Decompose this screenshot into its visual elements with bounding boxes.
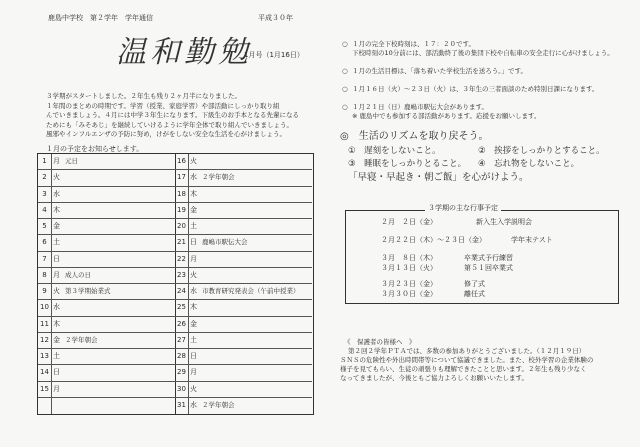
event-date: ３月２３日（金）: [381, 280, 437, 288]
life-goal-3: ③ 睡眠をしっかりとること。: [348, 159, 467, 169]
event-name: 卒業式予行練習: [464, 254, 513, 262]
event-name: 新入生入学説明会: [476, 218, 532, 226]
calendar-row: [175, 203, 312, 219]
calendar-day: 14: [38, 365, 52, 380]
calendar-day: 22: [175, 252, 189, 267]
parents-note-line: 第２回２学年ＰＴＡでは、多数の参加ありがとうございました。（１２月１９日）: [348, 347, 586, 355]
calendar-row: [38, 382, 175, 398]
calendar-weekday: 日: [53, 368, 60, 377]
calendar-row: [38, 349, 175, 365]
life-goal-1: ① 遅刻をしないこと。: [348, 146, 441, 156]
calendar-row: [175, 365, 312, 381]
calendar-weekday: 火: [190, 384, 197, 393]
calendar-row: [175, 349, 312, 365]
event-name: 離任式: [464, 290, 485, 298]
circle-bullet-icon: ○: [342, 85, 348, 93]
calendar-event: 元日: [65, 157, 78, 165]
event-date: ３月３０日（金）: [381, 290, 437, 298]
calendar-weekday: 火: [190, 157, 197, 165]
newsletter-title: 温和勤勉: [116, 35, 252, 70]
calendar-row: [38, 219, 175, 235]
event-date: ２月２２日（木）～２３日（金）: [381, 236, 486, 244]
calendar-day: 3: [38, 187, 52, 202]
notice-item: [342, 67, 632, 76]
january-calendar: [37, 153, 314, 415]
notice-item: [342, 85, 632, 94]
term-events-title: ３学期の主な行事予定: [425, 203, 501, 213]
calendar-row: [175, 154, 312, 170]
calendar-event: 成人の日: [65, 270, 91, 279]
calendar-day: 2: [38, 170, 52, 185]
life-goal-2: ② 挨拶をしっかりとすること。: [478, 146, 605, 156]
calendar-weekday: 水: [53, 303, 60, 312]
calendar-row: [38, 203, 175, 219]
calendar-weekday: 木: [190, 189, 197, 198]
calendar-day: 5: [38, 219, 52, 234]
calendar-day: 18: [175, 187, 189, 202]
calendar-day: 15: [38, 382, 52, 397]
calendar-day: 29: [175, 365, 189, 380]
parents-note-line: 様子を見てもらい、生徒の頑張りも理解できたことと思います。２年生も残り少なく: [340, 365, 587, 373]
calendar-day: 25: [175, 300, 189, 315]
notice-line: ※ 鹿島中でも参加する部活動があります。応援をお願いします。: [352, 112, 541, 120]
notice-item: [342, 40, 632, 58]
calendar-day: 6: [38, 235, 52, 250]
calendar-row: [175, 252, 312, 268]
event-name: 第５１回卒業式: [464, 264, 513, 272]
intro-line: んでいきましょう。４月には中学３年生になります。下級生のお手本となる先輩になる: [46, 111, 299, 119]
calendar-row: [175, 382, 312, 398]
calendar-day: 26: [175, 317, 189, 332]
term-events-box: [345, 210, 619, 304]
calendar-row: [38, 170, 175, 186]
calendar-event: ２学年朝会: [202, 173, 235, 182]
event-date: ３月 ８日（木）: [381, 254, 437, 262]
calendar-weekday: 木: [53, 319, 60, 328]
calendar-day: 20: [175, 219, 189, 234]
calendar-row: [38, 300, 175, 316]
intro-line: ためにも「みそあじ」を継続していけるように学年全体で取り組んでいきましょう。: [46, 120, 293, 129]
calendar-weekday: 土: [53, 238, 60, 247]
calendar-row: [175, 398, 312, 414]
calendar-row: [175, 170, 312, 186]
calendar-day: 8: [38, 268, 52, 283]
calendar-event: 市教育研究発表会（午前中授業）: [202, 287, 300, 295]
calendar-day: 24: [175, 284, 189, 299]
calendar-row: [38, 235, 175, 251]
calendar-day: 11: [38, 317, 52, 332]
calendar-row: [38, 317, 175, 333]
calendar-day: 21: [175, 235, 189, 250]
newsletter-school-line: 鹿島中学校 第２学年 学年通信: [48, 14, 153, 22]
calendar-row: [38, 154, 175, 170]
calendar-row: [175, 333, 312, 349]
calendar-weekday: 金: [53, 222, 60, 230]
life-rhythm-slogan: 「早寝・早起き・朝ご飯」を心がけよう。: [348, 172, 529, 183]
calendar-day: 16: [175, 154, 189, 169]
calendar-weekday: 月: [53, 270, 60, 279]
intro-line: １年間のまとめの時期です。学習（授業、家庭学習）や部活動にしっかり取り組: [46, 101, 280, 110]
calendar-weekday: 水: [190, 287, 197, 295]
calendar-row: [38, 365, 175, 381]
calendar-row: [175, 219, 312, 235]
notice-line: １月１６日（火）～２３日（火）は、３年生の三者面談のため特別日課になります。: [352, 85, 599, 93]
calendar-weekday: 木: [53, 205, 60, 214]
calendar-event: 第３学期始業式: [65, 287, 111, 295]
calendar-event: ２学年朝会: [65, 335, 98, 344]
intro-paragraph: [46, 92, 318, 140]
newsletter-issue: 1月号（1月16日）: [244, 51, 304, 59]
calendar-row: [38, 187, 175, 203]
calendar-weekday: 火: [53, 287, 60, 295]
life-rhythm-section: [340, 130, 630, 190]
calendar-weekday: 土: [190, 335, 197, 344]
notice-line: １月２１日（日）鹿嶋市駅伝大会があります。: [352, 103, 488, 111]
calendar-row: [38, 333, 175, 349]
calendar-day: 17: [175, 170, 189, 185]
calendar-day: 7: [38, 252, 52, 267]
calendar-weekday: 月: [53, 384, 60, 393]
calendar-row: [175, 300, 312, 316]
calendar-weekday: 火: [53, 173, 60, 182]
event-date: ３月１３日（火）: [381, 264, 437, 272]
parents-note-heading: 《 保護者の皆様へ 》: [344, 338, 416, 346]
calendar-weekday: 日: [53, 254, 60, 263]
calendar-day: 19: [175, 203, 189, 218]
calendar-day: [38, 398, 52, 414]
calendar-row: [175, 317, 312, 333]
calendar-row: [175, 235, 312, 251]
calendar-day: 23: [175, 268, 189, 283]
calendar-weekday: 金: [190, 205, 197, 214]
calendar-weekday: 火: [190, 270, 197, 279]
parents-note-line: ＳＮＳの危険性や外出時間帯等について協議できました。また、校外学習の企業体験の: [340, 356, 594, 364]
circle-bullet-icon: ○: [342, 103, 348, 111]
calendar-row: [175, 268, 312, 284]
calendar-day: 28: [175, 349, 189, 364]
calendar-row: [38, 268, 175, 284]
event-name: 学年末テスト: [511, 236, 553, 244]
calendar-weekday: 金: [53, 335, 60, 344]
calendar-weekday: 土: [53, 352, 60, 360]
calendar-weekday: 水: [53, 189, 60, 198]
calendar-column-left: [38, 154, 176, 414]
circle-bullet-icon: ○: [342, 67, 348, 75]
calendar-event: ２学年朝会: [202, 400, 235, 409]
event-date: ２月 ２日（金）: [381, 218, 437, 226]
notice-item: [342, 103, 632, 121]
calendar-day: 4: [38, 203, 52, 218]
event-name: 修了式: [464, 280, 485, 288]
calendar-day: 27: [175, 333, 189, 348]
life-goal-4: ④ 忘れ物をしないこと。: [478, 159, 580, 169]
calendar-row: [175, 187, 312, 203]
intro-line: 風邪やインフルエンザの予防に努め，けがをしない安全な生活を心がけましょう。: [46, 130, 286, 138]
calendar-day: 31: [175, 398, 189, 414]
calendar-day: 30: [175, 382, 189, 397]
calendar-weekday: 日: [190, 238, 197, 247]
calendar-row: [38, 398, 175, 414]
newsletter-year: 平成３０年: [258, 14, 293, 22]
calendar-day: 13: [38, 349, 52, 364]
notice-line: １月の生活目標は、「落ち着いた学校生活を送ろう。」です。: [352, 67, 527, 75]
life-rhythm-heading: ◎ 生活のリズムを取り戻そう。: [340, 131, 489, 142]
intro-line: ３学期がスタートしました。２年生も残り２ヶ月半になりました。: [46, 92, 241, 100]
notice-line: 下校時刻の10分前には、部活動終了後の集団下校や自転車の安全走行に心がけましょう。: [352, 49, 614, 57]
calendar-weekday: 金: [190, 319, 197, 328]
calendar-title: １月の予定をお知らせします。: [46, 145, 144, 153]
calendar-event: 鹿嶋市駅伝大会: [202, 238, 248, 247]
notices-list: [342, 40, 632, 130]
calendar-weekday: 月: [190, 254, 197, 263]
notice-line: １月の完全下校時刻は、１７：２０です。: [352, 40, 475, 48]
calendar-weekday: 日: [190, 352, 197, 360]
calendar-day: 1: [38, 154, 52, 169]
calendar-weekday: 月: [190, 368, 197, 377]
calendar-weekday: 木: [190, 303, 197, 312]
calendar-column-right: [175, 154, 312, 414]
calendar-weekday: 月: [53, 157, 60, 165]
calendar-day: 12: [38, 333, 52, 348]
calendar-day: 9: [38, 284, 52, 299]
calendar-weekday: 水: [190, 173, 197, 182]
calendar-weekday: 水: [190, 400, 197, 409]
calendar-weekday: 土: [190, 222, 197, 230]
calendar-row: [38, 252, 175, 268]
calendar-day: 10: [38, 300, 52, 315]
parents-note: [340, 338, 630, 383]
circle-bullet-icon: ○: [342, 40, 348, 48]
calendar-row: [38, 284, 175, 300]
parents-note-line: なってきましたが、今後ともご協力よろしくお願いいたします。: [340, 374, 528, 382]
calendar-row: [175, 284, 312, 300]
